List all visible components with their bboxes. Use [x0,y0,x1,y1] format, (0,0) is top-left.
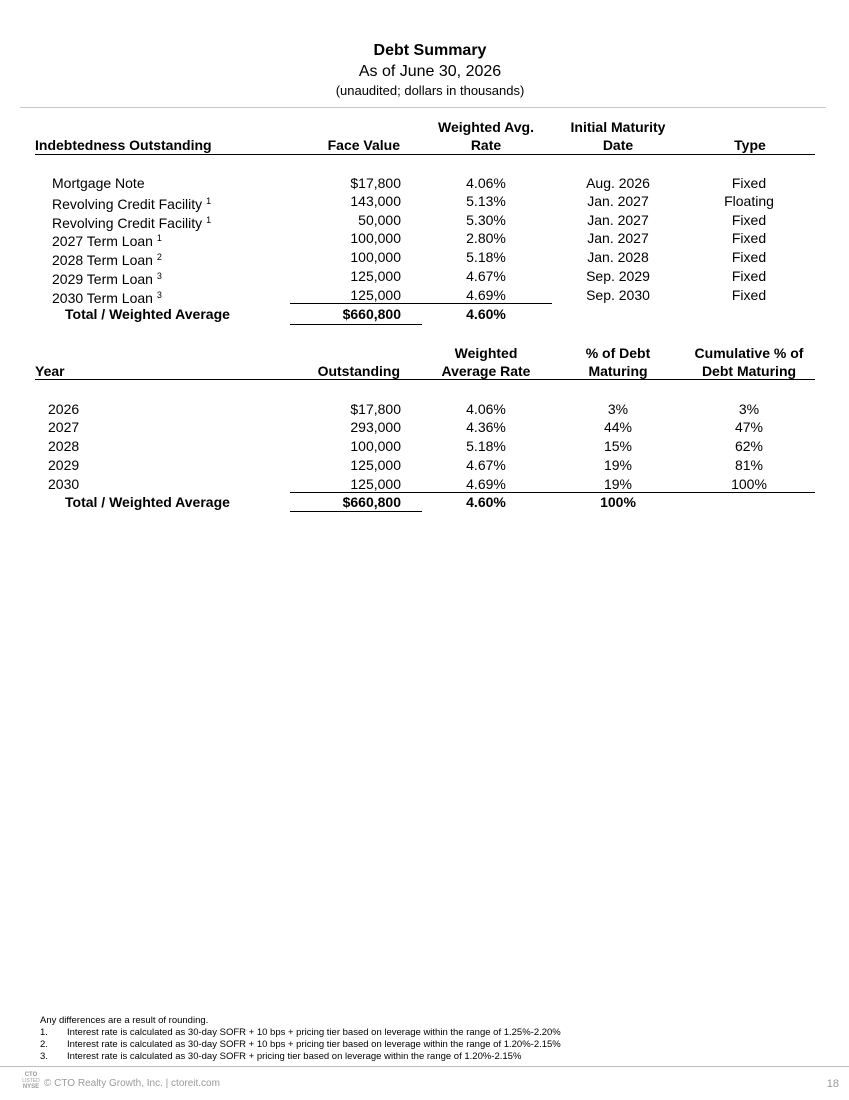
row-pct: 3% [607,401,629,417]
row-rate: 4.67% [466,457,506,473]
header-rate: Rate [470,137,502,153]
row-rate: 2.80% [466,230,506,246]
header-average-rate: Average Rate [441,363,531,379]
header-date: Date [602,137,634,153]
row-name: 2028 Term Loan $^2$ [52,252,162,268]
row-type: Floating [724,193,774,209]
row-face: 100,000 [350,249,401,265]
row-name: 2029 Term Loan $^3$ [52,271,162,287]
row-outstanding: 100,000 [350,438,401,454]
row-rate: 4.69% [466,476,506,492]
page-number: 18 [826,1078,839,1090]
face-total-rule [290,324,422,325]
row-cum: 62% [734,438,764,454]
row-name: 2030 Term Loan $^3$ [52,290,162,306]
row-outstanding: 125,000 [350,457,401,473]
row-cum: 100% [731,476,767,492]
row-outstanding: $17,800 [350,401,401,417]
total-face: $660,800 [342,306,401,322]
rate-subtotal-rule [422,303,552,304]
row-rate: 5.18% [466,438,506,454]
row-maturity: Jan. 2027 [587,193,649,209]
row-year: 2028 [48,438,80,454]
row-outstanding: 293,000 [350,419,401,435]
header-pct-debt: % of Debt [585,345,651,361]
total-rate: 4.60% [466,494,506,510]
row-year: 2030 [48,476,80,492]
header-outstanding: Outstanding [317,363,400,379]
header-type: Type [734,137,766,153]
row-year: 2027 [48,419,80,435]
row-face: 143,000 [350,193,401,209]
total-rule [290,511,422,512]
row-maturity: Jan. 2028 [587,249,649,265]
nyse-logo: CTO LISTED NYSE [22,1072,40,1090]
total-rate: 4.60% [466,306,506,322]
row-face: 50,000 [358,212,401,228]
row-pct: 44% [603,419,633,435]
row-rate: 4.69% [466,287,506,303]
row-rate: 4.06% [466,175,506,191]
header-maturing: Maturing [588,363,648,379]
header-year: Year [35,363,65,379]
page-date: As of June 30, 2026 [358,63,502,80]
header-rule [35,154,815,155]
footer-rule [0,1066,849,1067]
page-title: Debt Summary [373,42,487,59]
page-note: (unaudited; dollars in thousands) [335,83,525,98]
row-type: Fixed [731,287,767,303]
footnote-item: 3. Interest rate is calculated as 30-day SOFR + pricing tier based on leverage within the range of 1.20%-2.15% [40,1051,522,1062]
row-year: 2026 [48,401,80,417]
total-pct: 100% [600,494,636,510]
footnote-item: 1. Interest rate is calculated as 30-day SOFR + 10 bps + pricing tier based on leverage within the range of 1.25%-2.20% [40,1027,561,1038]
row-type: Fixed [731,249,767,265]
copyright-text: © CTO Realty Growth, Inc. | ctoreit.com [44,1078,220,1089]
header-weighted: Weighted [454,345,518,361]
subtotal-rule [290,492,815,493]
row-maturity: Aug. 2026 [586,175,650,191]
row-face: 125,000 [350,287,401,303]
row-face: 100,000 [350,230,401,246]
row-cum: 47% [734,419,764,435]
row-maturity: Jan. 2027 [587,212,649,228]
row-cum: 81% [734,457,764,473]
row-name: Revolving Credit Facility $^1$ [52,215,212,231]
row-pct: 19% [603,476,633,492]
row-face: 125,000 [350,268,401,284]
header-face-value: Face Value [327,137,400,153]
footnote-intro: Any differences are a result of rounding. [40,1015,209,1026]
row-type: Fixed [731,268,767,284]
row-maturity: Sep. 2030 [586,287,650,303]
row-maturity: Sep. 2029 [586,268,650,284]
row-type: Fixed [731,230,767,246]
total-label: Total / Weighted Average [65,306,230,322]
row-type: Fixed [731,175,767,191]
total-outstanding: $660,800 [342,494,401,510]
row-rate: 4.06% [466,401,506,417]
row-type: Fixed [731,212,767,228]
title-divider [20,107,826,108]
row-cum: 3% [738,401,760,417]
row-name: Mortgage Note [52,175,145,191]
row-rate: 4.36% [466,419,506,435]
row-face: $17,800 [350,175,401,191]
face-subtotal-rule [290,303,422,304]
row-maturity: Jan. 2027 [587,230,649,246]
footnote-item: 2. Interest rate is calculated as 30-day SOFR + 10 bps + pricing tier based on leverage within the range of 1.20%-2.15% [40,1039,561,1050]
header-debt-maturing: Debt Maturing [701,363,797,379]
row-year: 2029 [48,457,80,473]
header-weighted-avg: Weighted Avg. [438,119,534,135]
row-name: Revolving Credit Facility $^1$ [52,196,212,212]
header-initial-maturity: Initial Maturity [570,119,666,135]
row-rate: 5.13% [466,193,506,209]
header-rule [35,379,815,380]
header-cumulative: Cumulative % of [694,345,804,361]
header-indebtedness: Indebtedness Outstanding [35,137,212,153]
row-pct: 15% [603,438,633,454]
row-rate: 4.67% [466,268,506,284]
row-name: 2027 Term Loan $^1$ [52,233,162,249]
row-rate: 5.18% [466,249,506,265]
total-label: Total / Weighted Average [65,494,230,510]
row-rate: 5.30% [466,212,506,228]
row-outstanding: 125,000 [350,476,401,492]
row-pct: 19% [603,457,633,473]
